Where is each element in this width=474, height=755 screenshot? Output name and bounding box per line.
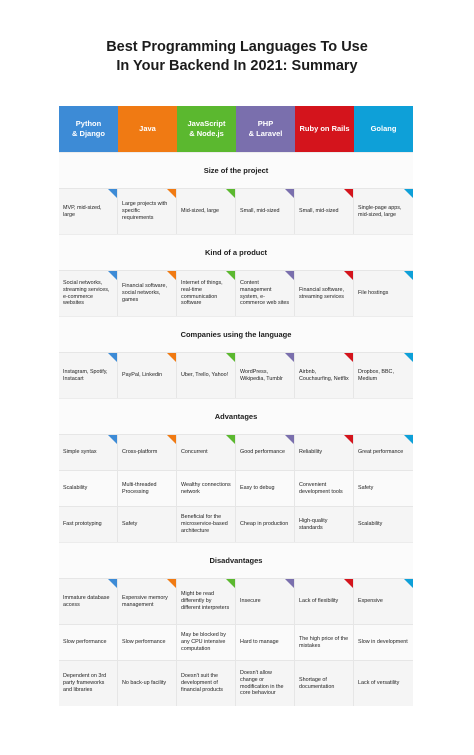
table-cell <box>354 578 413 624</box>
table-row <box>59 624 413 660</box>
section-title: Kind of a product <box>59 234 413 270</box>
corner-marker <box>344 271 353 280</box>
corner-marker <box>344 353 353 362</box>
table-cell <box>295 578 354 624</box>
corner-marker <box>285 271 294 280</box>
corner-marker <box>108 579 117 588</box>
table-cell <box>354 660 413 706</box>
table-cell <box>177 506 236 542</box>
cell-text: Simple syntax <box>63 449 97 456</box>
table-cell <box>118 188 177 234</box>
cell-text: Good performance <box>240 449 285 456</box>
table-body <box>59 152 413 706</box>
cell-text: Expensive memory management <box>122 594 168 608</box>
corner-marker <box>226 579 235 588</box>
cell-text: May be blocked by any CPU intensive computation <box>181 632 226 652</box>
section-title: Advantages <box>59 398 413 434</box>
cell-text: Scalability <box>63 485 88 492</box>
cell-text: Slow performance <box>63 639 107 646</box>
table-cell <box>295 188 354 234</box>
column-header: PHP & Laravel <box>236 106 295 152</box>
table-row <box>59 660 413 706</box>
corner-marker <box>285 435 294 444</box>
table-cell <box>118 506 177 542</box>
cell-text: Might be read differently by different interpreters <box>181 591 230 611</box>
column-header: Golang <box>354 106 413 152</box>
corner-marker <box>344 189 353 198</box>
cell-text: MVP, mid-sized, large <box>63 204 102 218</box>
table-row <box>59 470 413 506</box>
cell-text: Mid-sized, large <box>181 208 220 215</box>
table-cell <box>354 352 413 398</box>
corner-marker <box>167 579 176 588</box>
corner-marker <box>108 353 117 362</box>
column-header: JavaScript & Node.js <box>177 106 236 152</box>
section-title: Companies using the language <box>59 316 413 352</box>
cell-text: Dependent on 3rd party frameworks and libraries <box>63 673 107 693</box>
table-cell <box>59 624 118 660</box>
cell-text: Immature database access <box>63 594 110 608</box>
cell-text: Fast prototyping <box>63 521 102 528</box>
cell-text: Internet of things, real-time communication software <box>181 279 223 307</box>
cell-text: High-quality standards <box>299 517 328 531</box>
table-cell <box>177 434 236 470</box>
cell-text: Shortage of documentation <box>299 676 335 690</box>
table-cell <box>59 434 118 470</box>
cell-text: Concurrent <box>181 449 208 456</box>
table-cell <box>236 270 295 316</box>
table-cell <box>236 352 295 398</box>
table-cell <box>59 506 118 542</box>
corner-marker <box>285 189 294 198</box>
page-title-line-2: In Your Backend In 2021: Summary <box>116 58 358 74</box>
page-title <box>0 38 474 76</box>
table-cell <box>118 352 177 398</box>
corner-marker <box>404 353 413 362</box>
table-cell <box>177 352 236 398</box>
cell-text: Easy to debug <box>240 485 275 492</box>
page-title-line-1: Best Programming Languages To Use <box>106 39 368 55</box>
cell-text: Scalability <box>358 521 383 528</box>
table-cell <box>59 270 118 316</box>
corner-marker <box>344 579 353 588</box>
table-row <box>59 188 413 234</box>
cell-text: File hostings <box>358 290 389 297</box>
table-cell <box>177 578 236 624</box>
cell-text: The high price of the mistakes <box>299 635 349 649</box>
table-row <box>59 270 413 316</box>
cell-text: Slow in development <box>358 639 408 646</box>
cell-text: PayPal, Linkedin <box>122 372 163 379</box>
corner-marker <box>226 353 235 362</box>
table-cell <box>236 434 295 470</box>
table-cell <box>177 270 236 316</box>
cell-text: No back-up facility <box>122 680 167 687</box>
cell-text: Doesn't allow change or modification in the core behaviour <box>240 669 284 697</box>
corner-marker <box>226 435 235 444</box>
corner-marker <box>404 271 413 280</box>
cell-text: Reliability <box>299 449 323 456</box>
table-cell <box>295 660 354 706</box>
table-cell <box>118 434 177 470</box>
table-cell <box>295 434 354 470</box>
cell-text: Social networks, streaming services, e-commerce websites <box>63 279 110 307</box>
cell-text: Dropbox, BBC, Medium <box>358 368 394 382</box>
cell-text: Expensive <box>358 598 383 605</box>
cell-text: Instagram, Spotify, Instacart <box>63 368 108 382</box>
corner-marker <box>226 271 235 280</box>
table-row <box>59 578 413 624</box>
corner-marker <box>167 189 176 198</box>
table-cell <box>118 470 177 506</box>
cell-text: WordPress, Wikipedia, Tumblr <box>240 368 283 382</box>
cell-text: Lack of versatility <box>358 680 400 687</box>
table-cell <box>236 188 295 234</box>
cell-text: Convenient development tools <box>299 481 343 495</box>
table-cell <box>59 578 118 624</box>
corner-marker <box>285 353 294 362</box>
table-cell <box>354 270 413 316</box>
cell-text: Hard to manage <box>240 639 279 646</box>
cell-text: Multi-threaded Processing <box>122 481 157 495</box>
table-cell <box>236 506 295 542</box>
section-title: Size of the project <box>59 152 413 188</box>
table-cell <box>177 470 236 506</box>
cell-text: Content management system, e-commerce web sites <box>240 279 290 307</box>
corner-marker <box>344 435 353 444</box>
corner-marker <box>108 271 117 280</box>
table-cell <box>354 188 413 234</box>
table-cell <box>295 624 354 660</box>
corner-marker <box>167 271 176 280</box>
cell-text: Cheap in production <box>240 521 289 528</box>
table-cell <box>295 270 354 316</box>
table-cell <box>118 624 177 660</box>
cell-text: Small, mid-sized <box>299 208 339 215</box>
corner-marker <box>404 189 413 198</box>
table-cell <box>118 660 177 706</box>
cell-text: Uber, Trello, Yahoo! <box>181 372 229 379</box>
table-row <box>59 352 413 398</box>
table-cell <box>295 470 354 506</box>
cell-text: Beneficial for the microservice-based architecture <box>181 514 228 534</box>
corner-marker <box>285 579 294 588</box>
table-cell <box>59 352 118 398</box>
cell-text: Small, mid-sized <box>240 208 280 215</box>
cell-text: Wealthy connections network <box>181 481 231 495</box>
column-header: Ruby on Rails <box>295 106 354 152</box>
cell-text: Financial software, social networks, games <box>122 283 167 303</box>
table-cell <box>177 660 236 706</box>
cell-text: Lack of flexibility <box>299 598 339 605</box>
cell-text: Great performance <box>358 449 404 456</box>
table-cell <box>59 470 118 506</box>
table-cell <box>236 470 295 506</box>
corner-marker <box>167 353 176 362</box>
table-cell <box>354 470 413 506</box>
cell-text: Slow performance <box>122 639 166 646</box>
corner-marker <box>404 579 413 588</box>
corner-marker <box>108 435 117 444</box>
table-cell <box>295 506 354 542</box>
table-cell <box>354 624 413 660</box>
cell-text: Cross-platform <box>122 449 158 456</box>
corner-marker <box>167 435 176 444</box>
cell-text: Airbnb, Couchsurfing, Netflix <box>299 368 349 382</box>
cell-text: Doesn't suit the development of financial products <box>181 673 223 693</box>
table-cell <box>118 578 177 624</box>
table-cell <box>236 624 295 660</box>
cell-text: Insecure <box>240 598 261 605</box>
column-header: Python & Django <box>59 106 118 152</box>
table-row <box>59 506 413 542</box>
table-cell <box>354 434 413 470</box>
cell-text: Financial software, streaming services <box>299 286 344 300</box>
table-row <box>59 434 413 470</box>
table-cell <box>177 188 236 234</box>
table-header <box>59 106 413 152</box>
cell-text: Single-page apps, mid-sized, large <box>358 204 402 218</box>
corner-marker <box>108 189 117 198</box>
column-header: Java <box>118 106 177 152</box>
section-title: Disadvantages <box>59 542 413 578</box>
cell-text: Safety <box>122 521 138 528</box>
corner-marker <box>226 189 235 198</box>
table-cell <box>236 578 295 624</box>
table-cell <box>59 660 118 706</box>
table-cell <box>354 506 413 542</box>
table-cell <box>236 660 295 706</box>
cell-text: Large projects with specific requirements <box>122 201 168 221</box>
comparison-table <box>59 106 413 706</box>
cell-text: Safety <box>358 485 374 492</box>
table-cell <box>295 352 354 398</box>
table-cell <box>177 624 236 660</box>
table-cell <box>118 270 177 316</box>
corner-marker <box>404 435 413 444</box>
table-cell <box>59 188 118 234</box>
